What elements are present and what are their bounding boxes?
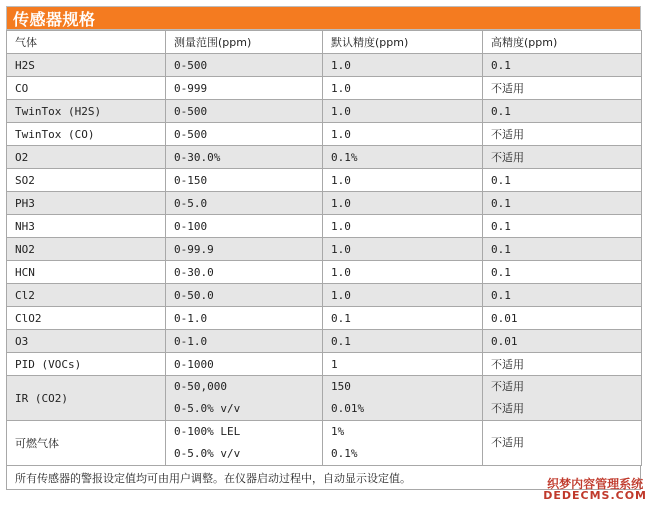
cell-value: 不适用 — [491, 402, 524, 415]
high-resolution-cell — [483, 192, 642, 215]
cell-value: 不适用 — [491, 380, 524, 393]
default-resolution-cell — [323, 330, 483, 353]
cell-value: 0-30.0% — [174, 150, 221, 164]
high-resolution-cell — [483, 421, 642, 466]
range-cell — [166, 169, 323, 192]
gas-name: Cl2 — [15, 288, 35, 302]
gas-cell — [7, 215, 166, 238]
default-resolution-cell — [323, 421, 483, 466]
range-cell — [166, 123, 323, 146]
cell-value: 0-500 — [174, 58, 208, 72]
cell-value: 0.01 — [491, 334, 518, 348]
cell-value: 0-30.0 — [174, 265, 214, 279]
gas-cell — [7, 238, 166, 261]
gas-name: H2S — [15, 58, 35, 72]
gas-name: SO2 — [15, 173, 35, 187]
default-resolution-cell — [323, 376, 483, 421]
table-row — [7, 123, 642, 146]
cell-value: 不适用 — [491, 151, 524, 164]
gas-name: IR (CO2) — [15, 391, 68, 405]
high-resolution-cell — [483, 77, 642, 100]
gas-name: NO2 — [15, 242, 35, 256]
gas-cell — [7, 330, 166, 353]
high-resolution-cell — [483, 376, 642, 421]
cell-value: 0.1 — [491, 58, 511, 72]
cell-value: 150 — [331, 380, 351, 393]
default-resolution-cell — [323, 123, 483, 146]
cell-value: 0.1 — [491, 196, 511, 210]
cell-value: 1.0 — [331, 81, 351, 95]
table-row — [7, 54, 642, 77]
cell-value: 0-150 — [174, 173, 208, 187]
range-cell — [166, 307, 323, 330]
table-row — [7, 169, 642, 192]
cell-value: 0.1 — [491, 219, 511, 233]
cell-value: 0-500 — [174, 104, 208, 118]
table-row — [7, 146, 642, 169]
gas-name: O3 — [15, 334, 29, 348]
gas-name: TwinTox (H2S) — [15, 104, 102, 118]
cell-value: 0.1% — [331, 447, 358, 460]
default-resolution-cell — [323, 284, 483, 307]
spec-panel — [6, 6, 641, 490]
cell-value: 不适用 — [491, 82, 524, 95]
cell-value: 0-50.0 — [174, 288, 214, 302]
range-cell — [166, 77, 323, 100]
default-resolution-cell — [323, 146, 483, 169]
cell-value: 1.0 — [331, 288, 351, 302]
cell-value: 0.1 — [491, 265, 511, 279]
gas-cell — [7, 421, 166, 466]
range-cell — [166, 353, 323, 376]
cell-value: 0-50,000 — [174, 380, 227, 393]
cell-value: 1% — [331, 425, 345, 438]
gas-cell — [7, 169, 166, 192]
default-resolution-cell — [323, 215, 483, 238]
gas-cell — [7, 123, 166, 146]
cell-value: 不适用 — [491, 436, 524, 449]
table-row — [7, 238, 642, 261]
high-resolution-cell — [483, 330, 642, 353]
gas-name: 可燃气体 — [15, 437, 59, 450]
cell-value: 1.0 — [331, 127, 351, 141]
gas-name: PID (VOCs) — [15, 357, 82, 371]
cell-value: 0.1 — [331, 334, 351, 348]
cell-value: 0.1% — [331, 150, 358, 164]
cell-value: 1.0 — [331, 173, 351, 187]
range-cell — [166, 215, 323, 238]
default-resolution-cell — [323, 192, 483, 215]
table-row — [7, 215, 642, 238]
cell-value: 不适用 — [491, 358, 524, 371]
cell-value: 0.1 — [491, 104, 511, 118]
cell-value: 1.0 — [331, 265, 351, 279]
gas-name: PH3 — [15, 196, 35, 210]
cell-value: 1.0 — [331, 242, 351, 256]
default-resolution-cell — [323, 307, 483, 330]
gas-cell — [7, 77, 166, 100]
cell-value: 0-5.0 — [174, 196, 208, 210]
high-resolution-cell — [483, 261, 642, 284]
high-resolution-cell — [483, 284, 642, 307]
watermark-line-1: 织梦内容管理系统 — [547, 476, 644, 491]
cell-value: 1.0 — [331, 104, 351, 118]
default-resolution-cell — [323, 169, 483, 192]
cell-value: 0.1 — [491, 242, 511, 256]
range-cell — [166, 146, 323, 169]
cell-value: 0.1 — [491, 288, 511, 302]
high-resolution-cell — [483, 146, 642, 169]
cell-value: 0-5.0% v/v — [174, 447, 241, 460]
cell-value: 不适用 — [491, 128, 524, 141]
gas-cell — [7, 146, 166, 169]
cell-value: 0-1.0 — [174, 334, 208, 348]
cell-value: 0-500 — [174, 127, 208, 141]
range-cell — [166, 284, 323, 307]
gas-cell — [7, 54, 166, 77]
table-row — [7, 307, 642, 330]
sensor-spec-table — [6, 30, 642, 466]
cell-value: 1.0 — [331, 58, 351, 72]
high-resolution-cell — [483, 238, 642, 261]
gas-name: ClO2 — [15, 311, 42, 325]
gas-cell — [7, 284, 166, 307]
high-resolution-cell — [483, 307, 642, 330]
table-row — [7, 100, 642, 123]
table-row — [7, 261, 642, 284]
range-cell — [166, 330, 323, 353]
default-resolution-cell — [323, 54, 483, 77]
gas-cell — [7, 192, 166, 215]
footer-note: 所有传感器的警报设定值均可由用户调整。在仪器启动过程中，自动显示设定值。 — [6, 466, 641, 490]
header-gas: 气体 — [7, 31, 166, 54]
gas-cell — [7, 376, 166, 421]
table-header-row — [7, 31, 642, 54]
range-cell — [166, 192, 323, 215]
range-cell — [166, 421, 323, 466]
high-resolution-cell — [483, 100, 642, 123]
table-row — [7, 353, 642, 376]
range-cell — [166, 376, 323, 421]
default-resolution-cell — [323, 353, 483, 376]
table-row — [7, 421, 642, 466]
cell-value: 0-99.9 — [174, 242, 214, 256]
default-resolution-cell — [323, 238, 483, 261]
table-body — [7, 31, 642, 466]
range-cell — [166, 54, 323, 77]
gas-name: HCN — [15, 265, 35, 279]
header-high-resolution: 高精度(ppm) — [483, 31, 642, 54]
range-cell — [166, 100, 323, 123]
cell-value: 0-100 — [174, 219, 208, 233]
header-range: 测量范围(ppm) — [166, 31, 323, 54]
cell-value: 0-999 — [174, 81, 208, 95]
gas-name: TwinTox (CO) — [15, 127, 95, 141]
cell-value: 0.1 — [491, 173, 511, 187]
gas-cell — [7, 307, 166, 330]
header-default-resolution: 默认精度(ppm) — [323, 31, 483, 54]
high-resolution-cell — [483, 54, 642, 77]
cell-value: 0-1.0 — [174, 311, 208, 325]
range-cell — [166, 261, 323, 284]
cell-value: 0.01 — [491, 311, 518, 325]
cell-value: 1 — [331, 357, 338, 371]
panel-title: 传感器规格 — [6, 6, 641, 30]
high-resolution-cell — [483, 215, 642, 238]
table-row — [7, 77, 642, 100]
gas-name: CO — [15, 81, 29, 95]
cell-value: 0.1 — [331, 311, 351, 325]
high-resolution-cell — [483, 353, 642, 376]
gas-cell — [7, 353, 166, 376]
cell-value: 1.0 — [331, 219, 351, 233]
cell-value: 0.01% — [331, 402, 365, 415]
watermark-logo — [543, 478, 647, 502]
watermark-line-2: DEDECMS.COM — [543, 489, 647, 503]
gas-cell — [7, 261, 166, 284]
gas-name: O2 — [15, 150, 29, 164]
table-row — [7, 284, 642, 307]
gas-name: NH3 — [15, 219, 35, 233]
table-row — [7, 192, 642, 215]
table-row — [7, 330, 642, 353]
default-resolution-cell — [323, 100, 483, 123]
cell-value: 0-100% LEL — [174, 425, 241, 438]
cell-value: 1.0 — [331, 196, 351, 210]
default-resolution-cell — [323, 77, 483, 100]
high-resolution-cell — [483, 123, 642, 146]
range-cell — [166, 238, 323, 261]
cell-value: 0-1000 — [174, 357, 214, 371]
gas-cell — [7, 100, 166, 123]
cell-value: 0-5.0% v/v — [174, 402, 241, 415]
high-resolution-cell — [483, 169, 642, 192]
default-resolution-cell — [323, 261, 483, 284]
table-row — [7, 376, 642, 421]
